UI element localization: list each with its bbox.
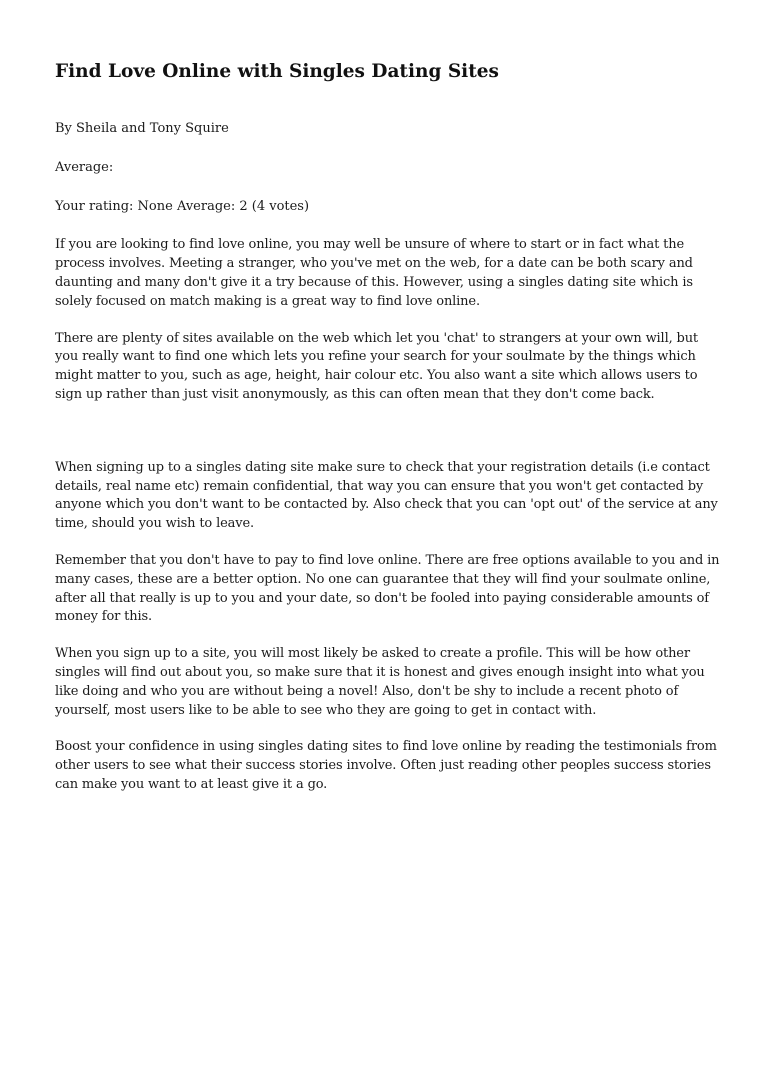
byline: By Sheila and Tony Squire: [55, 121, 229, 136]
section-gap: [55, 423, 720, 459]
document-page: [55, 60, 720, 813]
paragraph: When you sign up to a site, you will most likely be asked to create a profile. This will be how other singles will find out about you, so make sure that it is honest and gives enough insight into what you like doing and who you are without being a novel! Also, don't be shy to include a recent photo of yourself, most users like to be able to see who they are going to get in contact with.: [55, 646, 705, 718]
rating-line: Your rating: None Average: 2 (4 votes): [55, 198, 310, 214]
paragraph: When signing up to a singles dating site make sure to check that your registration details (i.e contact details, real name etc) remain confidential, that way you can ensure that you won't get contacted by anyone which you don't want to be contacted by. Also check that you can 'opt out' of the service at any time, should you wish to leave.: [55, 459, 718, 532]
paragraph: If you are looking to find love online, you may well be unsure of where to start or in fact what the process involves. Meeting a stranger, who you've met on the web, for a date can be both scary and daunting and many don't give it a try because of this. However, using a singles dating site which is solely focused on match making is a great way to find love online.: [55, 237, 693, 309]
paragraph: There are plenty of sites available on the web which let you 'chat' to strangers at your own will, but you really want to find one which lets you refine your search for your soulmate by the things which might matter to you, such as age, height, hair colour etc. You also want a site which allows users to sign up rather than just visit anonymously, as this can often mean that they don't come back.: [55, 330, 699, 402]
document-title: Find Love Online with Singles Dating Sites: [55, 61, 499, 82]
paragraph: Remember that you don't have to pay to find love online. There are free options available to you and in many cases, these are a better option. No one can guarantee that they will find your soulmate online, after all that really is up to you and your date, so don't be fooled into paying considerable amounts of money for this.: [55, 552, 720, 625]
paragraph: Boost your confidence in using singles dating sites to find love online by reading the testimonials from other users to see what their success stories involve. Often just reading other peoples success stories can make you want to at least give it a go.: [55, 739, 717, 792]
average-label: Average:: [55, 159, 114, 175]
